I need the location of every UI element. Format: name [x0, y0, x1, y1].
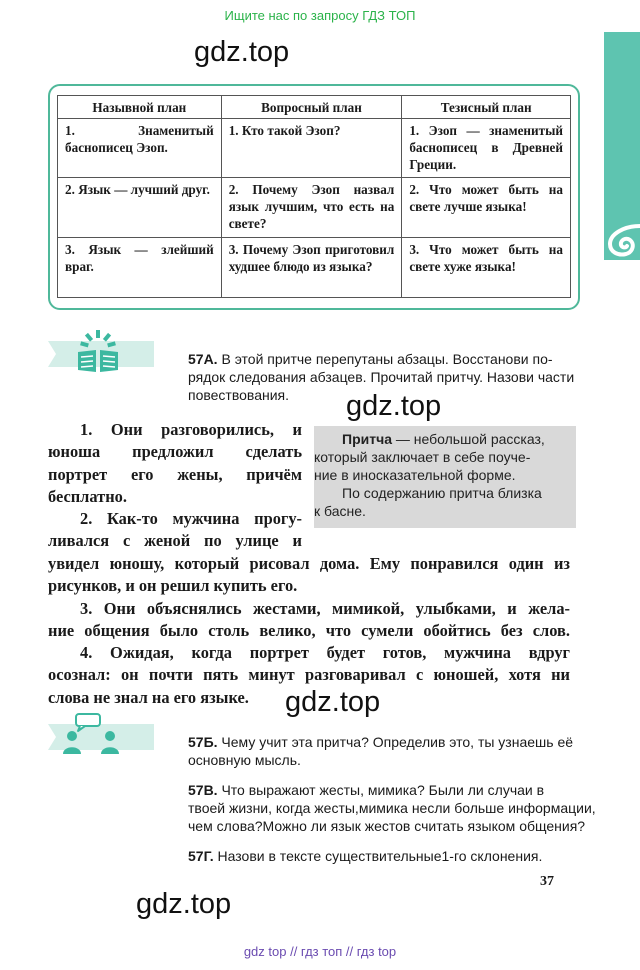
task-text: Чему учит эта притча? Определив это, ты узнаешь её	[221, 734, 574, 750]
parable-line: увидел юношу, который рисовал дома. Ему понравился один из	[48, 554, 570, 573]
table-row	[58, 178, 571, 238]
task-text: повествования.	[188, 387, 290, 403]
task-text: В этой притче перепутаны абзацы. Восстанови по-	[221, 351, 553, 367]
task-text: Назови в тексте существительные1-го склонения.	[217, 848, 543, 864]
plan-table-frame	[48, 84, 580, 310]
table-cell: 1. Знаменитый баснописец Эзоп.	[58, 119, 222, 178]
task-text: рядок следования абзацев. Прочитай притчу. Назови части	[188, 369, 575, 385]
open-book-sunburst-icon	[48, 328, 154, 374]
task-text: чем слова?Можно ли язык жестов считать языком общения?	[188, 818, 586, 834]
task-number: 57Б.	[188, 734, 218, 750]
task-number: 57А.	[188, 351, 218, 367]
parable-line: 2. Как-то мужчина прогу-	[80, 509, 302, 529]
task-57a	[188, 350, 580, 404]
watermark: gdz.top	[346, 390, 442, 422]
table-cell: 1. Эзоп — знаменитый баснописец в Древней Греции.	[402, 119, 571, 178]
task-57v	[188, 781, 596, 835]
parable-line: осознал: он почти пять минут разговаривал с юношей, хотя ни	[48, 665, 570, 685]
column-header: Тезисный план	[402, 96, 571, 119]
task-57b	[188, 733, 580, 769]
task-number: 57В.	[188, 782, 218, 798]
top-banner: Ищите нас по запросу ГДЗ ТОП	[224, 8, 416, 23]
definition-term: Притча	[342, 431, 392, 447]
swirl-icon	[604, 220, 640, 260]
table-row	[58, 238, 571, 298]
parable-line: 1. Они разговорились, и	[80, 420, 302, 439]
table-header-row	[58, 96, 571, 119]
two-people-speech-icon	[48, 712, 154, 756]
table-cell: 3. Что может быть на свете хуже языка!	[402, 238, 571, 298]
definition-text: ние в иносказательной форме.	[314, 467, 516, 483]
parable-line: портрет его жены, причём	[48, 464, 302, 484]
table-cell: 2. Почему Эзоп назвал язык лучшим, что есть на свете?	[221, 178, 402, 238]
definition-text: к басне.	[314, 503, 366, 519]
column-header: Назывной план	[58, 96, 222, 119]
plan-table	[57, 95, 571, 298]
parable-line: 3. Они объяснялись жестами, мимикой, улыбками, и жела-	[80, 598, 570, 618]
parable-column-wide	[48, 553, 570, 709]
task-number: 57Г.	[188, 848, 214, 864]
task-text: Что выражают жесты, мимика? Были ли случаи в	[221, 782, 545, 798]
parable-line: слова не знал на его языке.	[48, 687, 249, 707]
table-cell: 3. Почему Эзоп приготовил худшее блюдо из языка?	[221, 238, 402, 298]
table-cell: 3. Язык — злейший враг.	[58, 238, 222, 298]
parable-line: юноша предложил сделать	[48, 442, 302, 462]
table-cell: 2. Что может быть на свете лучше языка!	[402, 178, 571, 238]
table-cell: 2. Язык — лучший друг.	[58, 178, 222, 238]
definition-box	[314, 426, 576, 528]
watermark: gdz.top	[194, 36, 290, 68]
definition-text: — небольшой рассказ,	[392, 431, 545, 447]
task-text: основную мысль.	[188, 752, 301, 768]
task-57g	[188, 847, 580, 865]
table-cell: 1. Кто такой Эзоп?	[221, 119, 402, 178]
page-number: 37	[540, 874, 554, 889]
parable-line: 4. Ожидая, когда портрет будет готов, мужчина вдруг	[80, 643, 570, 663]
parable-column-narrow	[48, 419, 302, 553]
parable-line: рисунков, и он решил купить его.	[48, 576, 298, 596]
column-header: Вопросный план	[221, 96, 402, 119]
definition-text: По содержанию притча близка	[342, 485, 542, 501]
bottom-banner: gdz top // гдз топ // гдз top	[243, 944, 397, 959]
parable-line: бесплатно.	[48, 486, 127, 506]
definition-text: который заключает в себе поуче-	[314, 449, 531, 465]
table-row	[58, 119, 571, 178]
parable-line: ливался с женой по улице и	[48, 531, 302, 551]
watermark: gdz.top	[285, 686, 381, 718]
task-text: твоей жизни, когда жесты,мимика несли больше информации,	[188, 800, 596, 816]
parable-line: ние общения было столь велико, что сумели обойтись без слов.	[48, 620, 570, 640]
watermark: gdz.top	[136, 888, 232, 920]
